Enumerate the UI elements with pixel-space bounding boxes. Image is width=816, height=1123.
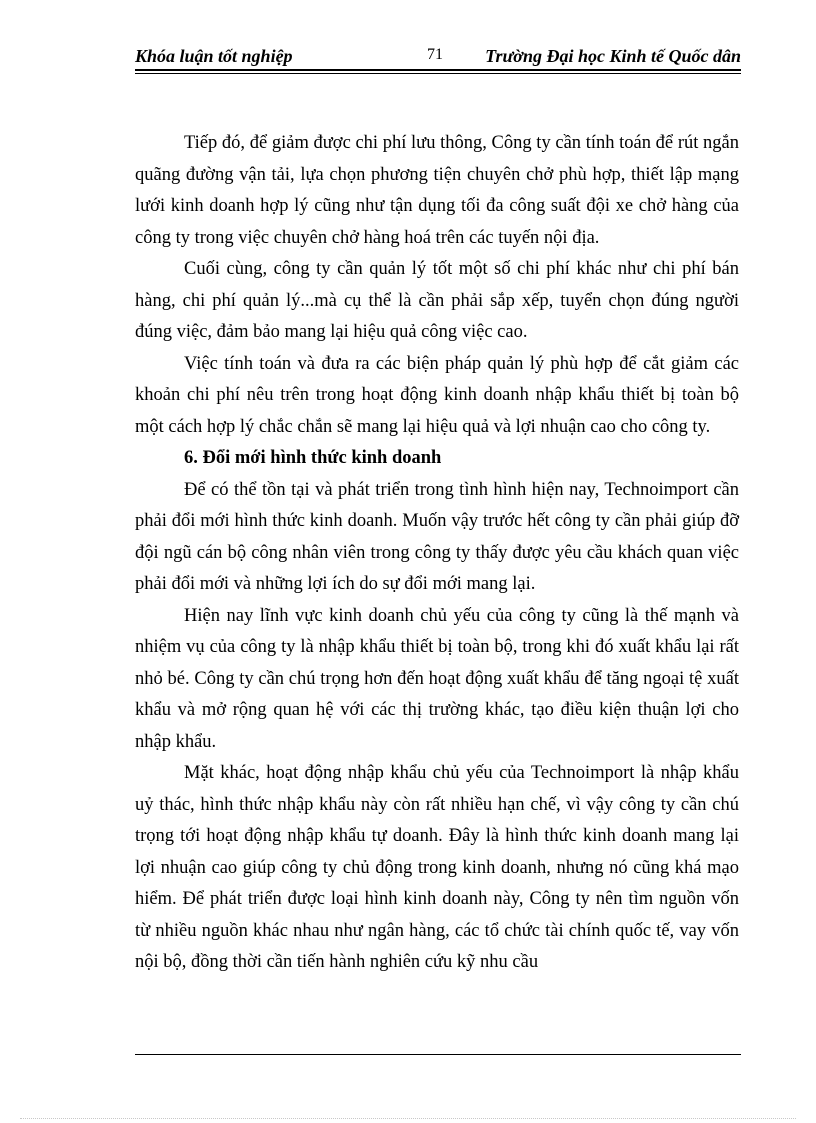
- footer-rule: [135, 1054, 741, 1055]
- paragraph: Để có thể tồn tại và phát triển trong tình hình hiện nay, Technoimport cần phải đổi mới hình thức kinh doanh. Muốn vậy trước hết công ty cần phải giúp đỡ đội ngũ cán bộ công nhân viên trong công ty thấy được yêu cầu khách quan việc phải đổi mới và những lợi ích do sự đổi mới mang lại.: [135, 479, 739, 594]
- page-body: [135, 128, 739, 979]
- page-header: [135, 44, 741, 72]
- paragraph: Việc tính toán và đưa ra các biện pháp quản lý phù hợp để cắt giảm các khoản chi phí nêu trên trong hoạt động kinh doanh nhập khẩu thiết bị toàn bộ một cách hợp lý chắc chắn sẽ mang lại hiệu quả và lợi nhuận cao cho công ty.: [135, 353, 739, 437]
- paragraph: Cuối cùng, công ty cần quản lý tốt một số chi phí khác như chi phí bán hàng, chi phí quản lý...mà cụ thể là cần phải sắp xếp, tuyển chọn đúng người đúng việc, đảm bảo mang lại hiệu quả công việc cao.: [135, 259, 739, 342]
- header-rule-thin: [135, 73, 741, 74]
- header-thesis-title: Khóa luận tốt nghiệp: [135, 46, 293, 66]
- page-edge-divider: [20, 1118, 796, 1119]
- section-heading: 6. Đổi mới hình thức kinh doanh: [184, 448, 442, 468]
- header-university-name: Trường Đại học Kinh tế Quốc dân: [485, 46, 741, 66]
- header-rule-thick: [135, 69, 741, 71]
- paragraph: Mặt khác, hoạt động nhập khẩu chủ yếu của Technoimport là nhập khẩu uỷ thác, hình thức nhập khẩu này còn rất nhiều hạn chế, vì vậy công ty cần chú trọng tới hoạt động nhập khẩu tự doanh. Đây là hình thức kinh doanh mang lại lợi nhuận cao giúp công ty chủ động trong kinh doanh, nhưng nó cũng khá mạo hiểm. Để phát triển được loại hình kinh doanh này, Công ty nên tìm nguồn vốn từ nhiều nguồn khác nhau như ngân hàng, các tổ chức tài chính quốc tế, vay vốn nội bộ, đồng thời cần tiến hành nghiên cứu kỹ nhu cầu: [135, 763, 739, 972]
- page-number: 71: [427, 46, 443, 63]
- paragraph: Tiếp đó, để giảm được chi phí lưu thông, Công ty cần tính toán để rút ngắn quãng đường vận tải, lựa chọn phương tiện chuyên chở phù hợp, thiết lập mạng lưới kinh doanh hợp lý cũng như tận dụng tối đa công suất đội xe chở hàng của công ty trong việc chuyên chở hàng hoá trên các tuyến nội địa.: [135, 133, 739, 248]
- paragraph: Hiện nay lĩnh vực kinh doanh chủ yếu của công ty cũng là thế mạnh và nhiệm vụ của công ty là nhập khẩu thiết bị toàn bộ, trong khi đó xuất khẩu lại rất nhỏ bé. Công ty cần chú trọng hơn đến hoạt động xuất khẩu để tăng ngoại tệ xuất khẩu và mở rộng quan hệ với các thị trường khác, tạo điều kiện thuận lợi cho nhập khẩu.: [135, 605, 739, 752]
